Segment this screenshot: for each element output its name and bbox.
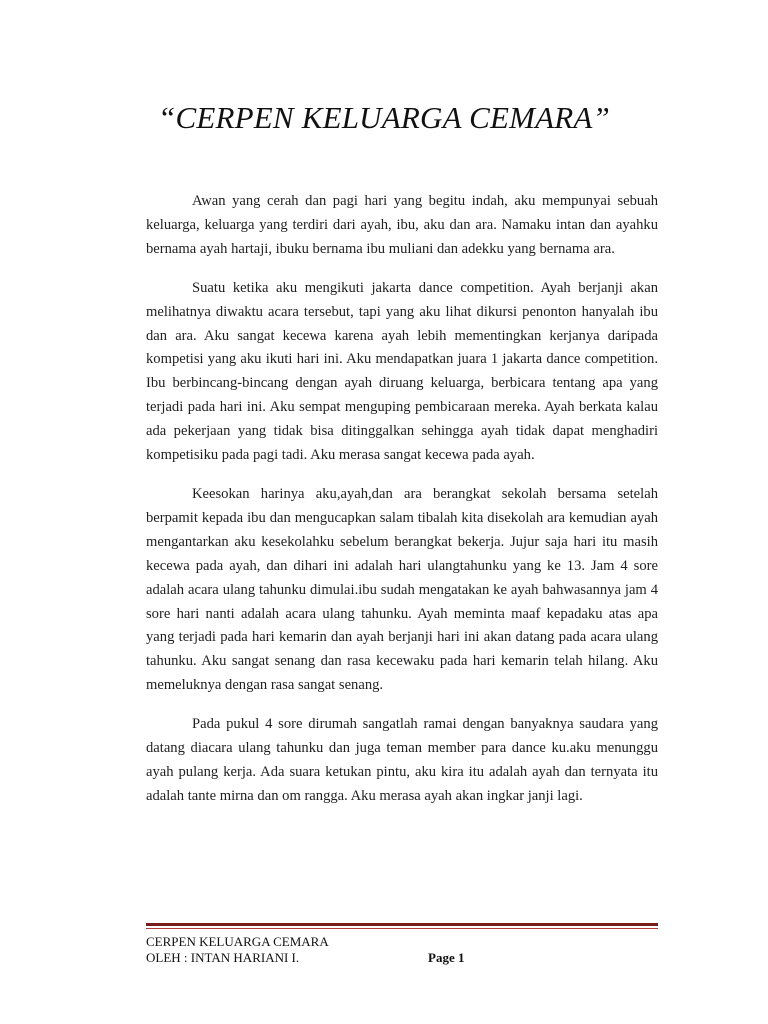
paragraph-3: Keesokan harinya aku,ayah,dan ara berangkat sekolah bersama setelah berpamit kepada ibu dan mengucapkan salam tibalah kita disekolah ara kemudian ayah mengantarkan aku kesekolahku sebelum berangkat bekerja. Jujur saja hari itu masih kecewa pada ayah, dan dihari ini adalah hari ulangtahunku yang ke 13. Jam 4 sore adalah acara ulang tahunku dimulai.ibu sudah mengatakan ke ayah bahwasannya jam 4 sore hari nanti adalah acara ulang tahunku. Ayah meminta maaf kepadaku atas apa yang terjadi pada hari kemarin dan ayah berjanji hari ini akan datang pada acara ulang tahunku. Aku sangat senang dan rasa kecewaku pada hari kemarin telah hilang. Aku memeluknya dengan rasa sangat senang. [146, 485, 658, 694]
document-body [146, 190, 658, 824]
footer-divider-thin [146, 928, 658, 929]
document-title: “CERPEN KELUARGA CEMARA” [158, 100, 610, 135]
footer-author: OLEH : INTAN HARIANI I. [146, 950, 300, 965]
footer-row [146, 950, 658, 966]
paragraph-2: Suatu ketika aku mengikuti jakarta dance competition. Ayah berjanji akan melihatnya diwaktu acara tersebut, tapi yang aku lihat dikursi penonton hanyalah ibu dan ara. Aku sangat kecewa karena ayah lebih mementingkan kerjanya daripada kompetisi yang aku ikuti hari ini. Aku mendapatkan juara 1 jakarta dance competition. Ibu berbincang-bincang dengan ayah diruang keluarga, berbicara tentang apa yang terjadi pada hari ini. Aku sempat menguping pembicaraan mereka. Ayah berkata kalau ada pekerjaan yang tidak bisa ditinggalkan sehingga ayah tidak dapat menghadiri kompetisiku pada pagi tadi. Aku merasa sangat kecewa pada ayah. [146, 279, 658, 464]
paragraph-1: Awan yang cerah dan pagi hari yang begitu indah, aku mempunyai sebuah keluarga, keluarga yang terdiri dari ayah, ibu, aku dan ara. Namaku intan dan ayahku bernama ayah hartaji, ibuku bernama ibu muliani dan adekku yang bernama ara. [146, 193, 658, 257]
footer-divider-thick [146, 923, 658, 926]
footer-divider [146, 923, 658, 929]
footer-page-number: Page 1 [428, 950, 465, 965]
footer-story-title: CERPEN KELUARGA CEMARA [146, 934, 329, 949]
page-footer [146, 934, 658, 966]
paragraph-4: Pada pukul 4 sore dirumah sangatlah ramai dengan banyaknya saudara yang datang diacara ulang tahunku dan juga teman member para dance ku.aku menunggu ayah pulang kerja. Ada suara ketukan pintu, aku kira itu adalah ayah dan ternyata itu adalah tante mirna dan om rangga. Aku merasa ayah akan ingkar janji lagi. [146, 716, 658, 804]
